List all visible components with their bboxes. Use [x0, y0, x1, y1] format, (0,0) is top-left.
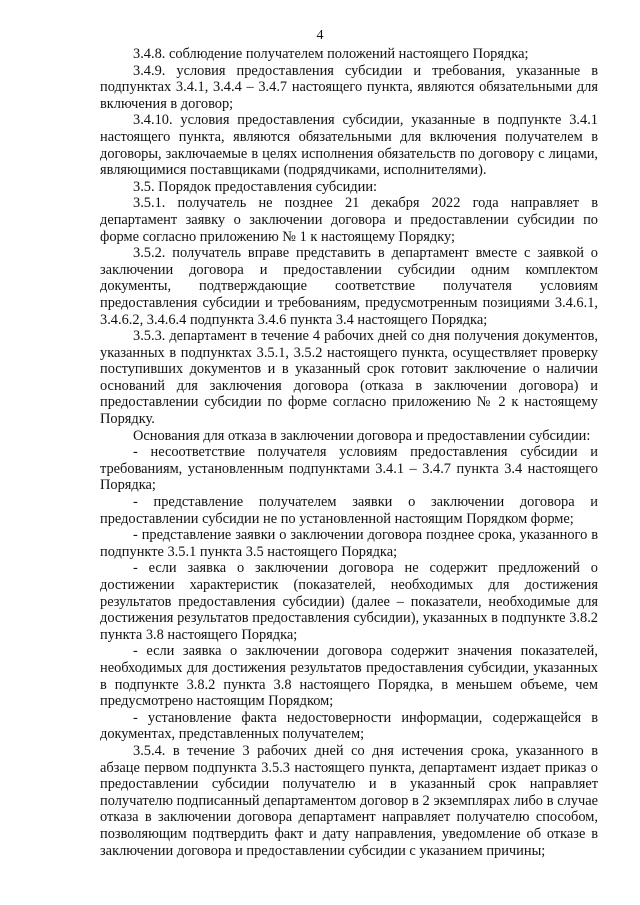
page-number: 4 [316, 28, 324, 43]
paragraph-3-4-9: 3.4.9. условия предоставления субсидии и требования, указанные в подпунктах 3.4.1, 3.4.4 – 3.4.7 настоящего пункта, являются обязательными для включения в договор; [100, 62, 598, 112]
document-body [100, 46, 598, 859]
paragraph-3-5-4: 3.5.4. в течение 3 рабочих дней со дня истечения срока, указанного в абзаце первом подпункта 3.5.3 настоящего пункта, департамент издает приказ о предоставлении субсидии получателю и в указанный срок направляет получателю подписанный департаментом договор в 2 экземплярах либо в случае отказа в заключении договора департамент направляет получателю способом, позволяющим подтвердить факт и дату направления, уведомление об отказе в заключении договора и предоставлении субсидии с указанием причины; [100, 742, 598, 859]
paragraph-3-4-8: 3.4.8. соблюдение получателем положений настоящего Порядка; [133, 46, 529, 62]
refusal-grounds-heading: Основания для отказа в заключении договора и предоставлении субсидии: [133, 427, 591, 444]
refusal-ground-item: - представление получателем заявки о заключении договора и предоставлении субсидии не по установленной настоящим Порядком форме; [100, 494, 598, 527]
refusal-ground-item: - несоответствие получателя условиям предоставления субсидии и требованиям, установленным подпунктами 3.4.1 – 3.4.7 пункта 3.4 настоящего Порядка; [100, 444, 598, 494]
refusal-ground-item: - если заявка о заключении договора содержит значения показателей, необходимых для достижения результатов предоставления субсидии, указанных в подпункте 3.8.2 пункта 3.8 настоящего Порядка, в меньшем объеме, чем предусмотрено настоящим Порядком; [100, 643, 598, 710]
refusal-ground-item: - представление заявки о заключении договора позднее срока, указанного в подпункте 3.5.1 пункта 3.5 настоящего Порядка; [100, 527, 598, 560]
paragraph-3-5-1: 3.5.1. получатель не позднее 21 декабря 2022 года направляет в департамент заявку о заключении договора и предоставлении субсидии по форме согласно приложению № 1 к настоящему Порядку; [100, 195, 598, 245]
paragraph-3-5-3: 3.5.3. департамент в течение 4 рабочих дней со дня получения документов, указанных в подпунктах 3.5.1, 3.5.2 настоящего пункта, осуществляет проверку поступивших документов и в указанный срок готовит заключение о наличии оснований для заключения договора (отказа в заключении договора) и предоставлении субсидии по форме согласно приложению № 2 к настоящему Порядку. [100, 328, 598, 428]
refusal-ground-item: - если заявка о заключении договора не содержит предложений о достижении характеристик (показателей, необходимых для достижения результатов предоставления субсидии) (далее – показатели, необходимые для достижения результатов предоставления субсидии), указанных в подпункте 3.8.2 пункта 3.8 настоящего Порядка; [100, 560, 598, 643]
paragraph-3-4-10: 3.4.10. условия предоставления субсидии, указанные в подпункте 3.4.1 настоящего пункта, являются обязательными для включения получателем в договоры, заключаемые в целях исполнения обязательств по договору с лицами, являющимися поставщиками (подрядчиками, исполнителями). [100, 112, 598, 179]
paragraph-3-5: 3.5. Порядок предоставления субсидии: [133, 178, 378, 195]
refusal-ground-item: - установление факта недостоверности информации, содержащейся в документах, представленных получателем; [100, 709, 598, 743]
paragraph-3-5-2: 3.5.2. получатель вправе представить в департамент вместе с заявкой о заключении договора и предоставлении субсидии одним комплектом документы, подтверждающие соответствие получателя условиям предоставления субсидии и требованиям, предусмотренным позициями 3.4.6.1, 3.4.6.2, 3.4.6.4 подпункта 3.4.6 пункта 3.4 настоящего Порядка; [100, 245, 598, 328]
